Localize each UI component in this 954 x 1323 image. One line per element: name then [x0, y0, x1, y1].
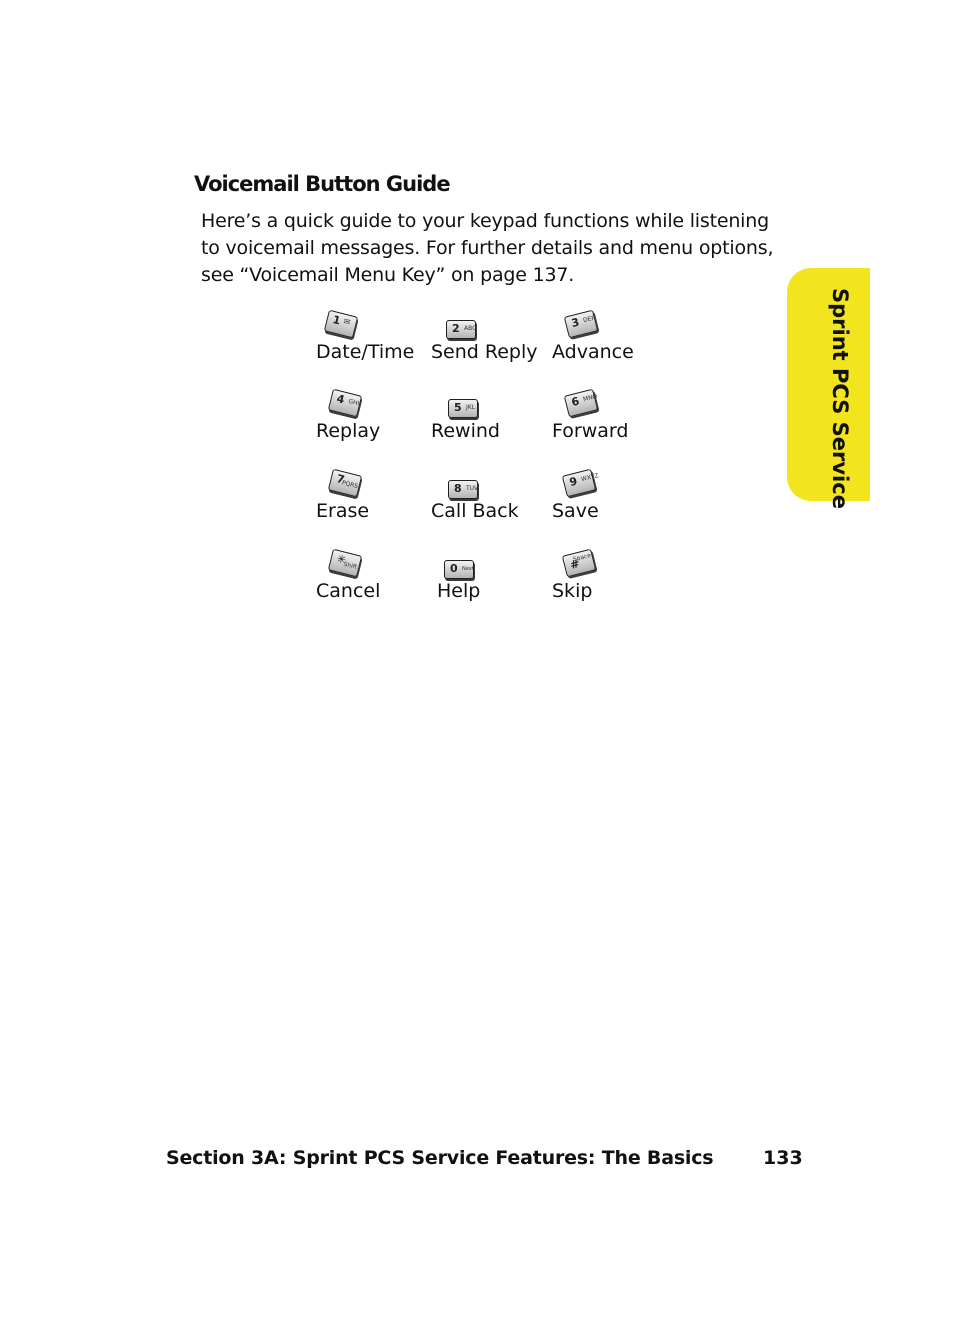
key-label-cancel: Cancel: [316, 580, 381, 602]
side-tab-label: Sprint PCS Service: [828, 288, 852, 509]
key-7-icon: 7 PQRS: [328, 469, 362, 498]
footer-page-number: 133: [763, 1147, 803, 1169]
key-label-advance: Advance: [552, 341, 634, 363]
key-label-call-back: Call Back: [431, 500, 519, 522]
key-0-icon: 0 Next: [444, 560, 474, 579]
key-8-icon: 8 TUV: [448, 480, 478, 499]
side-tab: [787, 268, 870, 509]
key-label-save: Save: [552, 500, 599, 522]
key-star-icon: ✳ Shift: [328, 549, 362, 578]
section-heading: Voicemail Button Guide: [194, 172, 450, 196]
key-label-forward: Forward: [552, 420, 629, 442]
key-6-icon: 6 MNO: [564, 389, 598, 418]
key-label-skip: Skip: [552, 580, 593, 602]
key-label-rewind: Rewind: [431, 420, 500, 442]
key-label-help: Help: [437, 580, 481, 602]
key-1-icon: 1 ✉: [324, 310, 358, 339]
key-9-icon: 9 WXYZ: [562, 469, 596, 498]
key-label-date-time: Date/Time: [316, 341, 415, 363]
key-label-replay: Replay: [316, 420, 381, 442]
footer-section-title: Section 3A: Sprint PCS Service Features: The Basics: [166, 1147, 714, 1169]
intro-paragraph: Here’s a quick guide to your keypad functions while listening to voicemail messages. For further details and menu options, see “Voicemail Menu Key” on page 137.: [201, 210, 774, 286]
key-pound-icon: # Space: [562, 549, 596, 578]
key-2-icon: 2 ABC: [446, 320, 476, 339]
key-label-erase: Erase: [316, 500, 370, 522]
key-label-send-reply: Send Reply: [431, 341, 538, 363]
key-3-icon: 3 DEF: [564, 310, 598, 339]
key-5-icon: 5 JKL: [448, 399, 478, 418]
key-4-icon: 4 GHI: [328, 389, 362, 418]
